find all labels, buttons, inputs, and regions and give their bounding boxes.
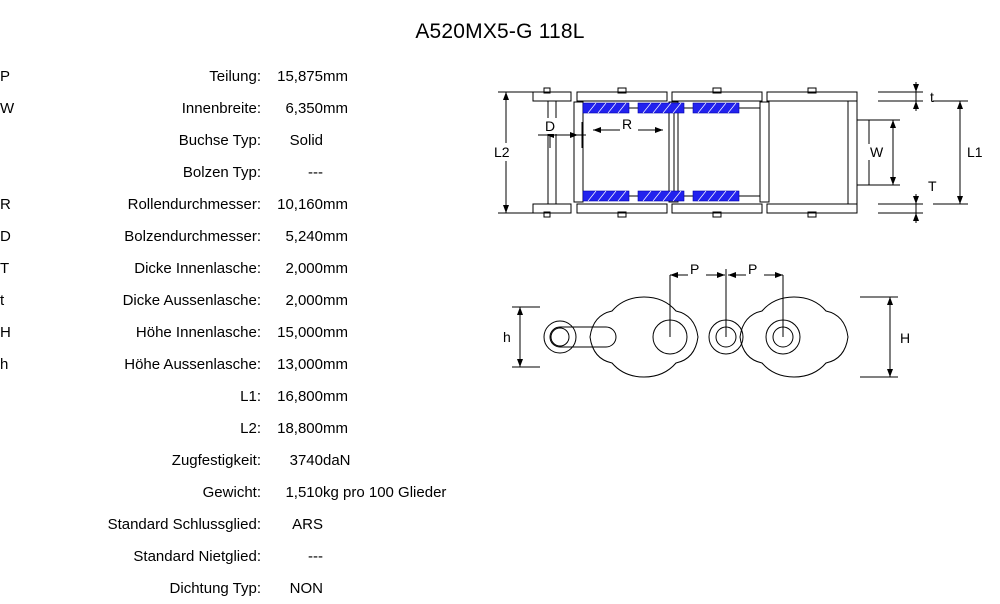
spec-label: Innenbreite:: [181, 99, 261, 117]
spec-value: 2,000: [285, 291, 323, 309]
spec-value: ARS: [292, 515, 323, 533]
spec-value: 16,800: [277, 387, 323, 405]
table-row: [0, 476, 460, 508]
spec-label: Gewicht:: [202, 483, 261, 501]
spec-label: Standard Nietglied:: [133, 547, 261, 565]
spec-value: 3740: [289, 451, 323, 469]
callout-h-big: H: [900, 330, 911, 346]
callout-d: D: [545, 118, 556, 134]
spec-label: Zugfestigkeit:: [171, 451, 261, 469]
spec-unit: [323, 156, 460, 188]
cross-section-svg: [478, 60, 988, 240]
spec-symbol: t: [0, 291, 5, 309]
spec-unit: mm: [323, 227, 348, 245]
spec-symbol: [0, 540, 26, 572]
table-row: [0, 252, 460, 284]
spec-unit: mm: [323, 99, 348, 117]
spec-unit: mm: [323, 419, 348, 437]
spec-table-body: [0, 60, 460, 604]
spec-label: Höhe Innenlasche:: [135, 323, 261, 341]
spec-symbol: T: [0, 259, 10, 277]
callout-t-big: T: [928, 178, 937, 194]
table-row: [0, 156, 460, 188]
callout-h-small: h: [503, 329, 511, 345]
spec-symbol: [0, 380, 26, 412]
spec-unit: mm: [323, 259, 348, 277]
spec-label: L1:: [240, 387, 261, 405]
spec-symbol: R: [0, 195, 11, 213]
table-row: [0, 188, 460, 220]
table-row: [0, 412, 460, 444]
table-row: [0, 508, 460, 540]
chain-side-view-diagram: [500, 255, 940, 400]
spec-symbol: h: [0, 355, 9, 373]
spec-symbol: [0, 124, 26, 156]
spec-symbol: H: [0, 323, 11, 341]
callout-l2: L2: [494, 144, 510, 160]
spec-label: Standard Schlussglied:: [107, 515, 261, 533]
page-title: A520MX5-G 118L: [415, 20, 585, 43]
spec-unit: mm: [323, 67, 348, 85]
spec-unit: [323, 572, 460, 604]
callout-w: W: [870, 144, 884, 160]
spec-label: Dichtung Typ:: [169, 579, 261, 597]
spec-unit: mm: [323, 195, 348, 213]
table-row: [0, 380, 460, 412]
spec-label: Dicke Aussenlasche:: [122, 291, 261, 309]
spec-symbol: [0, 572, 26, 604]
callout-p-1: P: [690, 261, 700, 277]
spec-unit: [323, 508, 460, 540]
table-row: [0, 60, 460, 92]
table-row: [0, 444, 460, 476]
callout-t-small: t: [930, 89, 934, 105]
spec-unit: [323, 124, 460, 156]
callout-p-2: P: [748, 261, 758, 277]
spec-symbol: [0, 476, 26, 508]
table-row: [0, 540, 460, 572]
spec-value: 1,510: [285, 483, 323, 501]
table-row: [0, 572, 460, 604]
table-row: [0, 124, 460, 156]
spec-label: Buchse Typ:: [178, 131, 261, 149]
side-view-svg: [500, 255, 940, 395]
spec-symbol: [0, 444, 26, 476]
spec-value: 5,240: [285, 227, 323, 245]
spec-label: Bolzendurchmesser:: [124, 227, 261, 245]
spec-symbol: P: [0, 67, 11, 85]
spec-label: Bolzen Typ:: [182, 163, 261, 181]
spec-value: ---: [308, 547, 323, 565]
spec-unit: mm: [323, 355, 348, 373]
spec-label: L2:: [240, 419, 261, 437]
table-row: [0, 348, 460, 380]
spec-value: 10,160: [277, 195, 323, 213]
spec-symbol: W: [0, 99, 15, 117]
spec-unit: mm: [323, 387, 348, 405]
spec-value: 2,000: [285, 259, 323, 277]
spec-unit: [323, 540, 460, 572]
spec-unit: mm: [323, 291, 348, 309]
table-row: [0, 316, 460, 348]
spec-unit: kg pro 100 Glieder: [323, 483, 447, 501]
spec-symbol: [0, 508, 26, 540]
spec-symbol: [0, 156, 26, 188]
table-row: [0, 220, 460, 252]
spec-unit: mm: [323, 323, 348, 341]
callout-r: R: [622, 116, 633, 132]
callout-l1: L1: [967, 144, 983, 160]
spec-value: ---: [308, 163, 323, 181]
spec-value: 13,000: [277, 355, 323, 373]
spec-label: Höhe Aussenlasche:: [124, 355, 261, 373]
spec-label: Dicke Innenlasche:: [134, 259, 261, 277]
spec-value: 6,350: [285, 99, 323, 117]
spec-unit: daN: [323, 451, 351, 469]
table-row: [0, 92, 460, 124]
spec-value: Solid: [289, 131, 323, 149]
spec-label: Rollendurchmesser:: [127, 195, 261, 213]
spec-value: NON: [289, 579, 323, 597]
spec-value: 15,875: [277, 67, 323, 85]
spec-label: Teilung:: [209, 67, 261, 85]
spec-value: 18,800: [277, 419, 323, 437]
spec-value: 15,000: [277, 323, 323, 341]
table-row: [0, 284, 460, 316]
spec-symbol: [0, 412, 26, 444]
chain-cross-section-diagram: [478, 60, 988, 245]
spec-symbol: D: [0, 227, 11, 245]
specification-table: [0, 60, 460, 604]
